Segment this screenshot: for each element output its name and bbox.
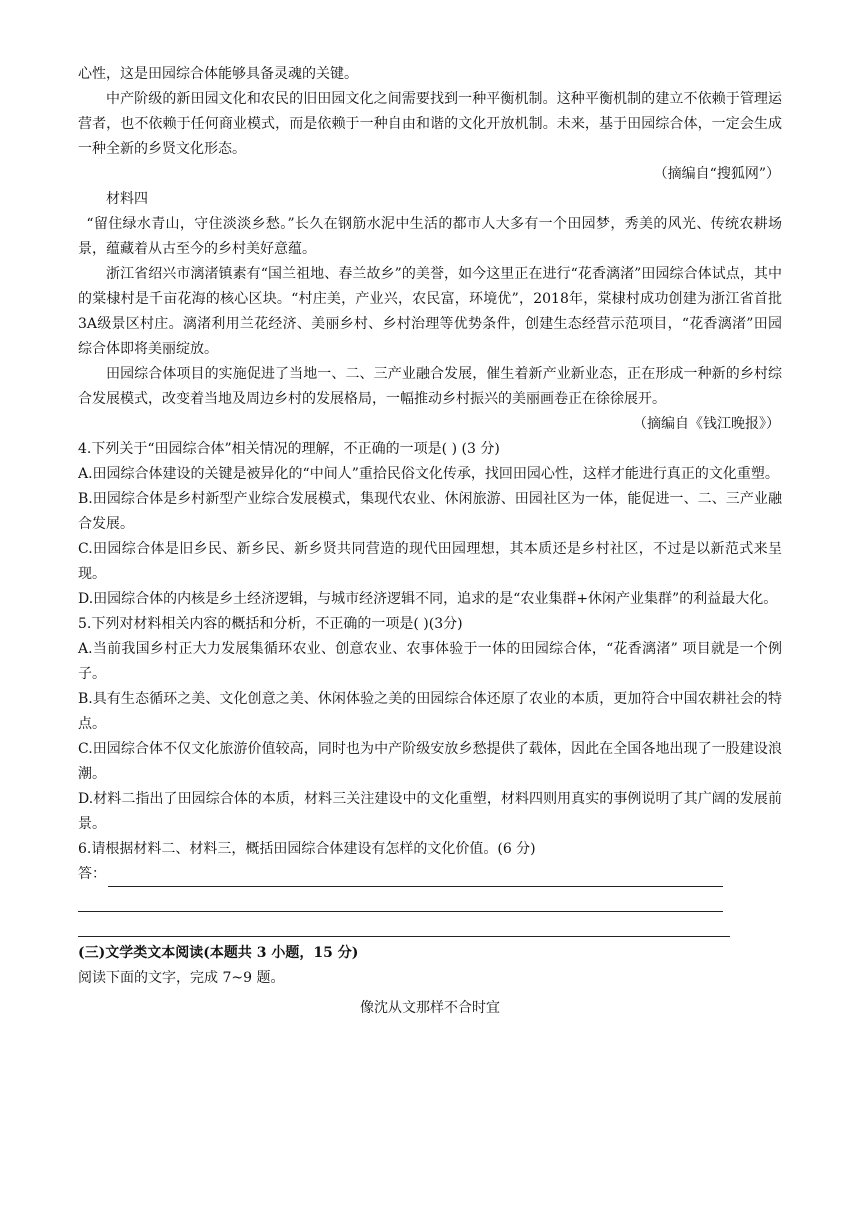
material-four-heading: 材料四 (106, 191, 148, 207)
answer-area[interactable] (78, 912, 782, 937)
question-option[interactable]: B.具有生态循环之美、文化创意之美、休闲体验之美的田园综合体还原了农业的本质，更加符合中国农耕社会的特点。 (78, 691, 782, 732)
question-option[interactable]: A.田园综合体建设的关键是被异化的“中间人”重拾民俗文化传承，找回田园心性，这样才能进行真正的文化重塑。 (78, 466, 779, 482)
question-option[interactable]: C.田园综合体是旧乡民、新乡民、新乡贤共同营造的现代田园理想，其本质还是乡村社区，不过是以新范式来呈现。 (78, 541, 782, 582)
answer-label: 答： (78, 866, 106, 882)
paragraph-continued: 心性，这是田园综合体能够具备灵魂的关键。 (78, 66, 358, 82)
question-option[interactable]: B.田园综合体是乡村新型产业综合发展模式，集现代农业、休闲旅游、田园社区为一体，能促进一、二、三产业融合发展。 (78, 491, 782, 532)
material-four-paragraph: 田园综合体项目的实施促进了当地一、二、三产业融合发展，催生着新产业新业态，正在形成一种新的乡村综合发展模式，改变着当地及周边乡村的发展格局，一幅推动乡村振兴的美丽画卷正在徐徐展开。 (78, 366, 782, 407)
question-option[interactable]: A.当前我国乡村正大力发展集循环农业、创意农业、农事体验于一体的田园综合体，“花香漓渚” 项目就是一个例子。 (78, 641, 782, 682)
answer-underline[interactable] (78, 920, 730, 937)
answer-area[interactable] (78, 862, 782, 887)
material-four-paragraph: 浙江省绍兴市漓渚镇素有“国兰祖地、春兰故乡”的美誉，如今这里正在进行“花香漓渚”田园综合体试点，其中的棠棣村是千亩花海的核心区块。“村庄美，产业兴，农民富，环境优”，2018年，棠棣村成功创建为浙江省首批3A级景区村庄。漓渚利用兰花经济、美丽乡村、乡村治理等优势条件，创建生态经营示范项目，“花香漓渚”田园综合体即将美丽绽放。 (78, 266, 782, 357)
material-four-paragraph: “留住绿水青山，守住淡淡乡愁。”长久在钢筋水泥中生活的都市人大多有一个田园梦，秀美的风光、传统农耕场景，蕴藏着从古至今的乡村美好意蕴。 (78, 216, 782, 257)
answer-underline[interactable] (78, 895, 723, 912)
article-title: 像沈从文那样不合时宜 (360, 1000, 500, 1016)
answer-underline[interactable] (108, 870, 723, 887)
paragraph-balance-mechanism: 中产阶级的新田园文化和农民的旧田园文化之间需要找到一种平衡机制。这种平衡机制的建立不依赖于管理运营者，也不依赖于任何商业模式，而是依赖于一种自由和谐的文化开放机制。未来，基于田园综合体，一定会生成一种全新的乡贤文化形态。 (78, 91, 782, 157)
question-stem: 5.下列对材料相关内容的概括和分析，不正确的一项是( )(3分) (78, 616, 463, 632)
question-option[interactable]: C.田园综合体不仅文化旅游价值较高，同时也为中产阶级安放乡愁提供了载体，因此在全国各地出现了一股建设浪潮。 (78, 741, 782, 782)
question-option[interactable]: D.材料二指出了田园综合体的本质，材料三关注建设中的文化重塑，材料四则用真实的事例说明了其广阔的发展前景。 (78, 791, 782, 832)
question-stem: 4.下列关于“田园综合体”相关情况的理解，不正确的一项是( ) (3 分) (78, 441, 500, 457)
answer-area[interactable] (78, 887, 782, 912)
source-citation: （摘编自《钱江晚报》） (633, 416, 780, 432)
section-title: (三)文学类文本阅读(本题共 3 小题，15 分) (78, 945, 359, 961)
section-instruction: 阅读下面的文字，完成 7~9 题。 (78, 970, 285, 986)
question-stem: 6.请根据材料二、材料三，概括田园综合体建设有怎样的文化价值。(6 分) (78, 841, 536, 857)
question-option[interactable]: D.田园综合体的内核是乡土经济逻辑，与城市经济逻辑不同，追求的是“农业集群+休闲产业集群”的利益最大化。 (78, 591, 778, 607)
source-citation: （摘编自“搜狐网”） (653, 166, 780, 182)
